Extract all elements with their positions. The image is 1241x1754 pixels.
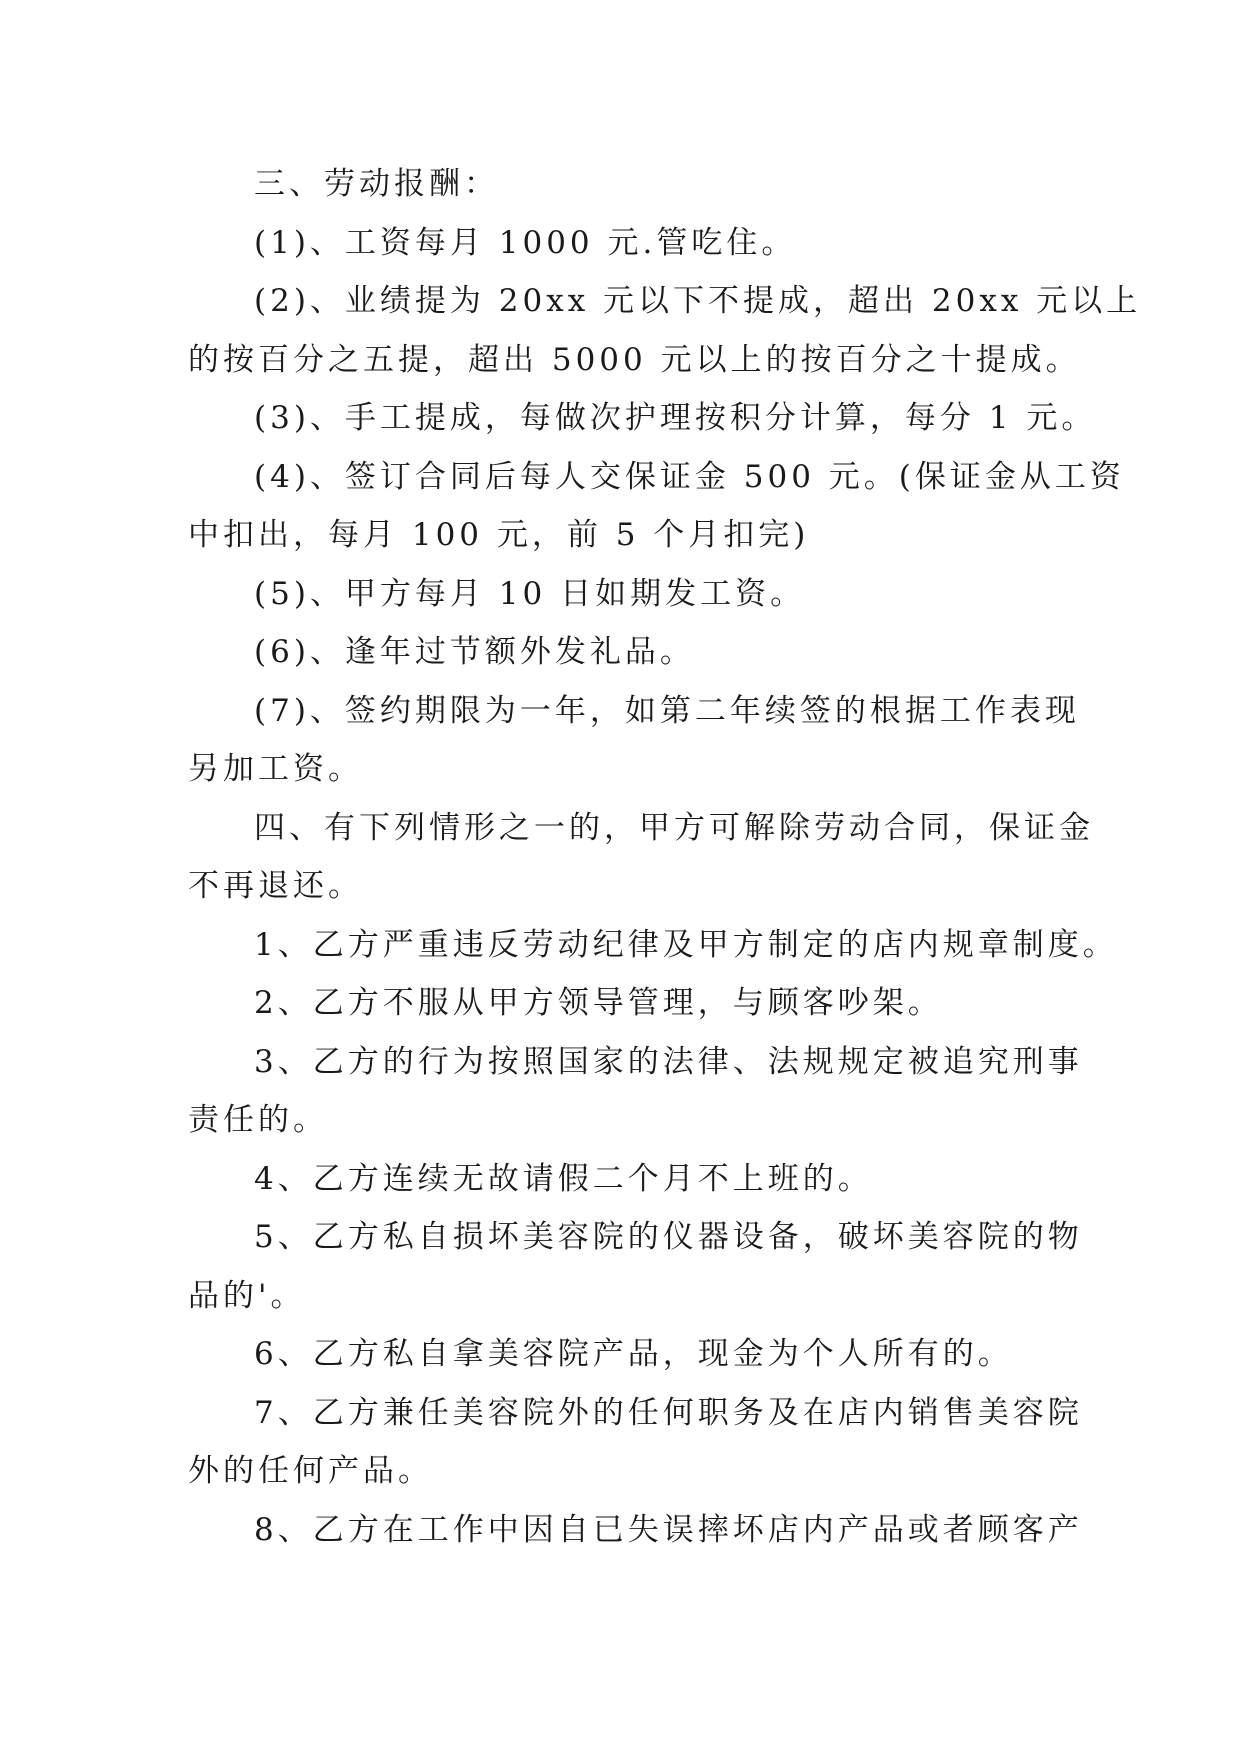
clause-3-3: (3)、手工提成，每做次护理按积分计算，每分 1 元。 bbox=[254, 400, 1097, 436]
clause-4-8-line-1: 8、乙方在工作中因自已失误摔坏店内产品或者顾客产 bbox=[254, 1511, 1083, 1548]
clause-3-2-line-1: (2)、业绩提为 20xx 元以下不提成，超出 20xx 元以上 bbox=[254, 283, 1142, 319]
clause-4-2: 2、乙方不服从甲方领导管理，与顾客吵架。 bbox=[254, 985, 943, 1021]
clause-4-1: 1、乙方严重违反劳动纪律及甲方制定的店内规章制度。 bbox=[254, 926, 1118, 963]
clause-3-4-line-2: 中扣出，每月 100 元，前 5 个月扣完) bbox=[188, 517, 810, 553]
clause-3-1: (1)、工资每月 1000 元.管吃住。 bbox=[254, 224, 797, 261]
clause-3-7-line-2: 另加工资。 bbox=[188, 751, 363, 787]
clause-4-4: 4、乙方连续无故请假二个月不上班的。 bbox=[254, 1160, 873, 1197]
clause-3-6: (6)、逢年过节额外发礼品。 bbox=[254, 634, 695, 670]
clause-4-7-line-2: 外的任何产品。 bbox=[188, 1453, 433, 1489]
clause-4-3-line-1: 3、乙方的行为按照国家的法律、法规规定被追究刑事 bbox=[254, 1043, 1083, 1080]
clause-4-3-line-2: 责任的。 bbox=[188, 1102, 328, 1138]
clause-3-2-line-2: 的按百分之五提，超出 5000 元以上的按百分之十提成。 bbox=[188, 341, 1081, 378]
clause-4-7-line-1: 7、乙方兼任美容院外的任何职务及在店内销售美容院 bbox=[254, 1394, 1083, 1431]
section-3-heading: 三、劳动报酬： bbox=[254, 166, 499, 202]
clause-4-6: 6、乙方私自拿美容院产品，现金为个人所有的。 bbox=[254, 1336, 1013, 1372]
document-body bbox=[188, 155, 1142, 1559]
clause-3-5: (5)、甲方每月 10 日如期发工资。 bbox=[254, 575, 806, 612]
clause-4-5-line-1: 5、乙方私自损坏美容院的仪器设备，破坏美容院的物 bbox=[254, 1219, 1083, 1255]
clause-3-4-line-1: (4)、签订合同后每人交保证金 500 元。(保证金从工资 bbox=[254, 458, 1125, 495]
section-4-heading-line-1: 四、有下列情形之一的，甲方可解除劳动合同，保证金 bbox=[254, 809, 1094, 846]
clause-4-5-line-2: 品的'。 bbox=[188, 1277, 306, 1314]
clause-3-7-line-1: (7)、签约期限为一年，如第二年续签的根据工作表现 bbox=[254, 692, 1080, 729]
section-4-heading-line-2: 不再退还。 bbox=[188, 868, 363, 904]
